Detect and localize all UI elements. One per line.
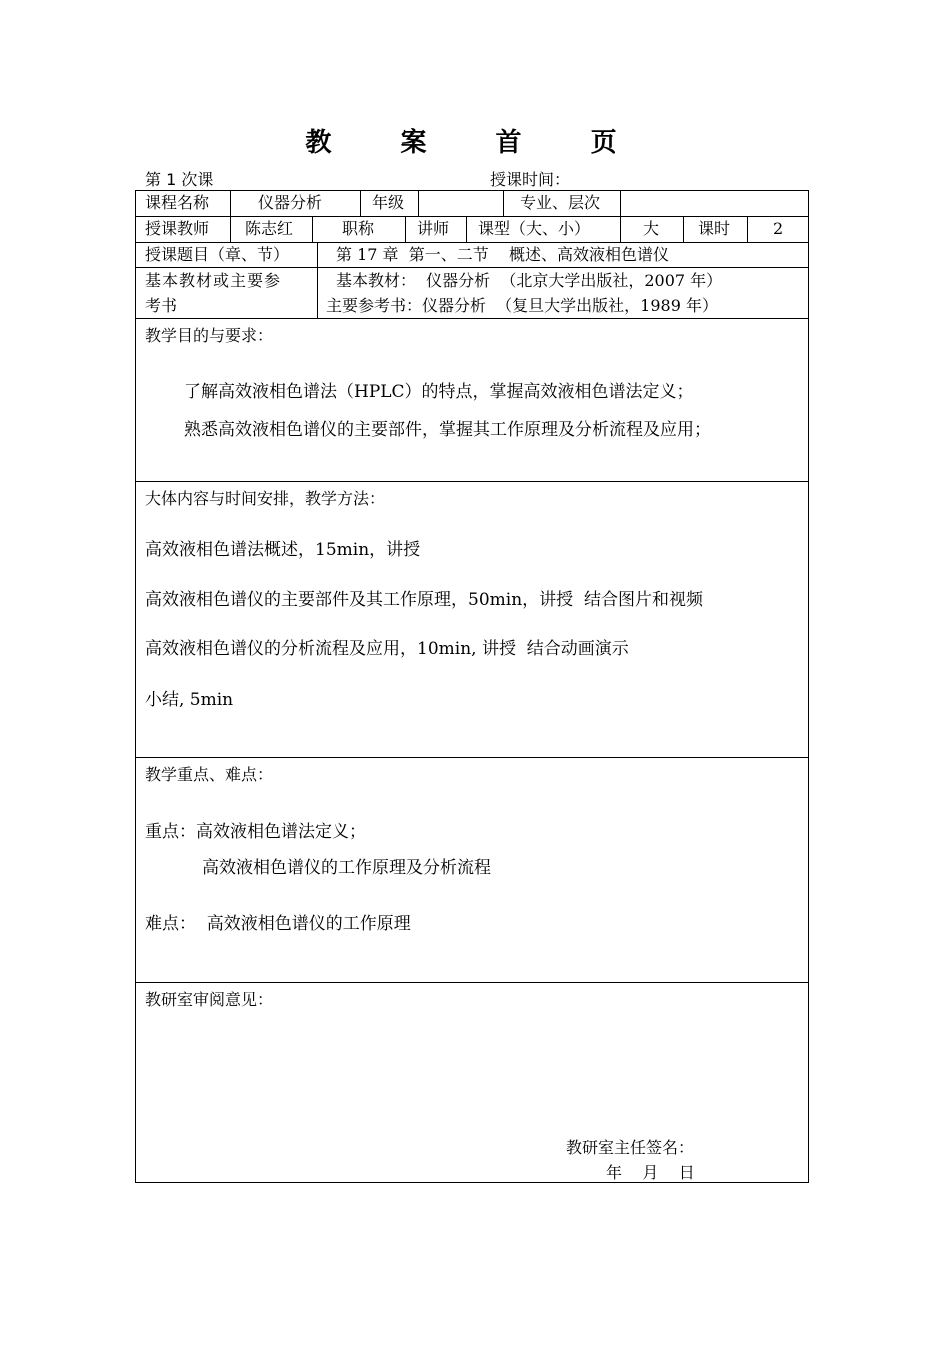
difficult-point: 难点： 高效液相色谱仪的工作原理 — [145, 914, 411, 934]
session-number: 第 1 次课 — [145, 170, 214, 189]
teacher-value: 陈志红 — [245, 219, 294, 238]
content-heading: 大体内容与时间安排，教学方法： — [145, 489, 386, 508]
key-point-line1: 重点：高效液相色谱法定义； — [145, 822, 366, 842]
course-name-label: 课程名称 — [145, 193, 210, 212]
key-point-line2: 高效液相色谱仪的工作原理及分析流程 — [202, 858, 491, 878]
class-hours-value: 2 — [773, 219, 784, 238]
grade-label: 年级 — [372, 193, 405, 212]
document-title: 教 案 首 页 — [305, 128, 647, 158]
reference-book: 主要参考书：仪器分析 （复旦大学出版社，1989 年） — [326, 296, 718, 315]
course-name-value: 仪器分析 — [258, 193, 323, 212]
topic-label: 授课题目（章、节） — [145, 245, 290, 264]
objectives-heading: 教学目的与要求： — [145, 326, 274, 345]
major-level-label: 专业、层次 — [520, 193, 601, 212]
content-item: 高效液相色谱仪的主要部件及其工作原理，50min，讲授 结合图片和视频 — [145, 590, 703, 610]
content-item: 高效液相色谱仪的分析流程及应用，10min, 讲授 结合动画演示 — [145, 639, 629, 659]
teacher-label: 授课教师 — [145, 219, 210, 238]
class-hours-label: 课时 — [698, 219, 731, 238]
lesson-type-label: 课型（大、小） — [478, 219, 591, 238]
review-heading: 教研室审阅意见： — [145, 990, 274, 1009]
content-item: 高效液相色谱法概述，15min，讲授 — [145, 540, 421, 560]
job-title-label: 职称 — [342, 219, 375, 238]
objective-item: 熟悉高效液相色谱仪的主要部件，掌握其工作原理及分析流程及应用； — [184, 420, 711, 440]
objective-item: 了解高效液相色谱法（HPLC）的特点，掌握高效液相色谱法定义； — [184, 382, 694, 402]
director-signature-label: 教研室主任签名： — [566, 1138, 695, 1157]
keypoints-heading: 教学重点、难点： — [145, 765, 274, 784]
lesson-type-value: 大 — [643, 219, 660, 238]
reference-books-label-line1: 基本教材或主要参 — [145, 271, 282, 290]
topic-value: 第 17 章 第一、二节 概述、高效液相色谱仪 — [336, 245, 670, 264]
teaching-time-label: 授课时间： — [490, 170, 571, 189]
reference-books-label-line2: 考书 — [145, 296, 178, 315]
signature-date: 年 月 日 — [606, 1163, 695, 1182]
job-title-value: 讲师 — [417, 219, 450, 238]
main-textbook: 基本教材： 仪器分析 （北京大学出版社，2007 年） — [336, 271, 723, 290]
content-item: 小结, 5min — [145, 690, 234, 710]
